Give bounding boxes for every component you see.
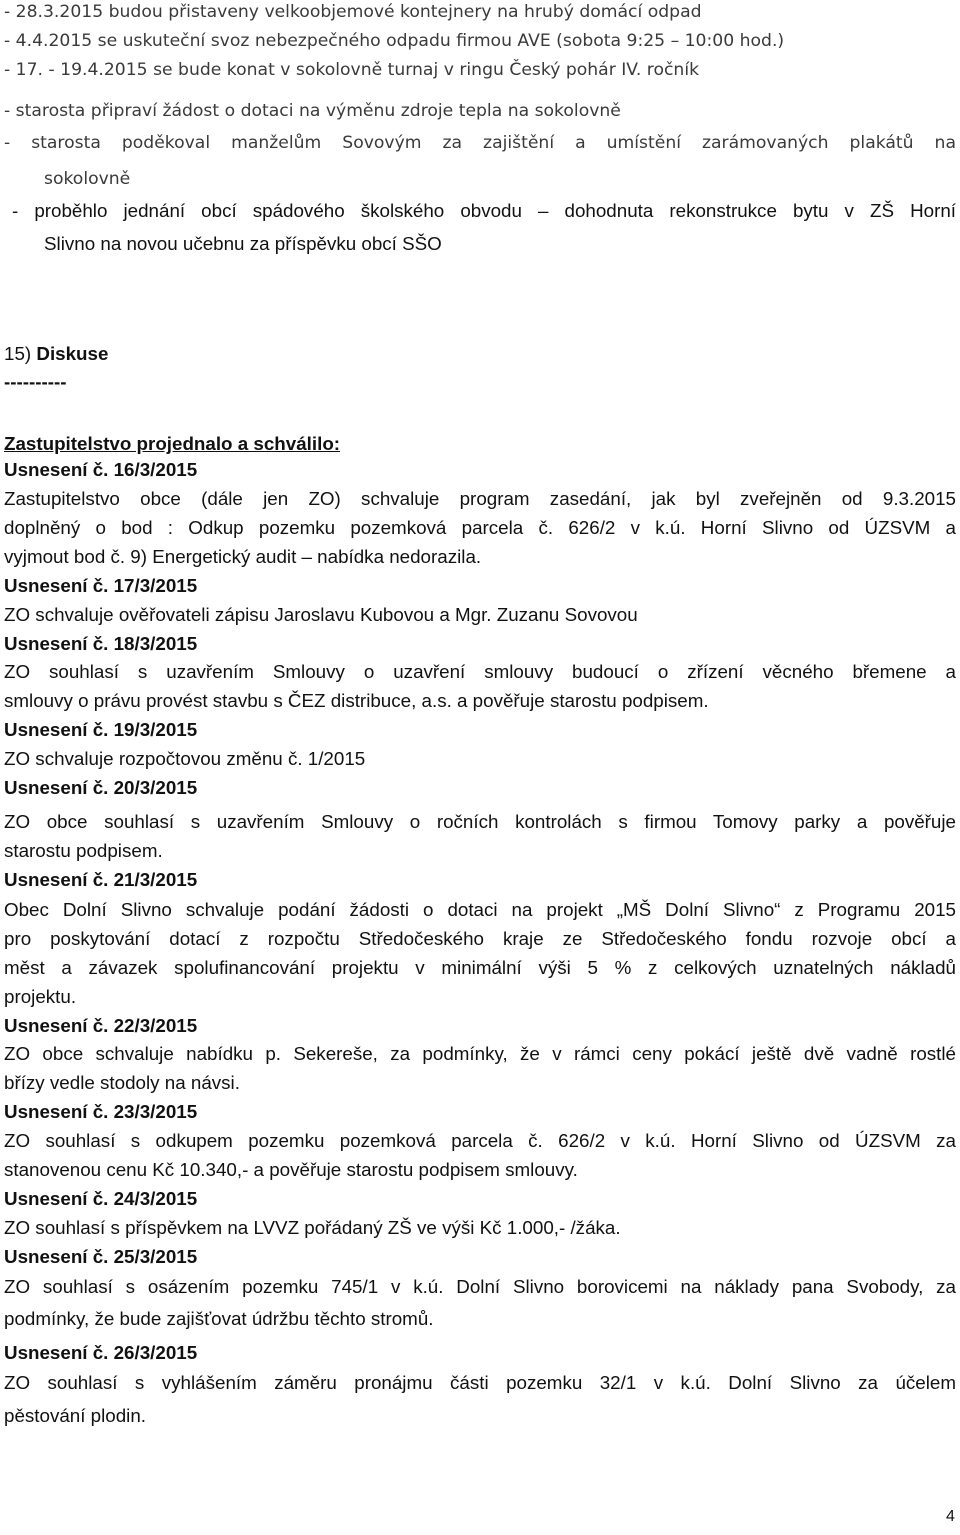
resolution-text: ZO obce souhlasí s uzavřením Smlouvy o ročních kontrolách s firmou Tomovy parky a pověřuje bbox=[4, 811, 956, 832]
resolution-text: měst a závazek spolufinancování projektu v minimální výši 5 % z celkových uznatelných nákladů bbox=[4, 957, 956, 978]
resolution-label: Usnesení č. 16/3/2015 bbox=[4, 459, 198, 480]
section-heading bbox=[4, 342, 108, 366]
approved-heading: Zastupitelstvo projednalo a schválilo: bbox=[4, 433, 341, 454]
resolution-text: ZO schvaluje rozpočtovou změnu č. 1/2015 bbox=[4, 748, 366, 769]
resolution-text: Zastupitelstvo obce (dále jen ZO) schvaluje program zasedání, jak byl zveřejněn od 9.3.2015 bbox=[4, 488, 956, 509]
page-number: 4 bbox=[946, 1508, 955, 1525]
resolution-text: ZO souhlasí s vyhlášením záměru pronájmu části pozemku 32/1 v k.ú. Dolní Slivno za účelem bbox=[4, 1372, 956, 1393]
resolution-text: Obec Dolní Slivno schvaluje podání žádosti o dotaci na projekt „MŠ Dolní Slivno“ z Programu 2015 bbox=[4, 899, 956, 920]
section-title: Diskuse bbox=[36, 343, 109, 364]
resolution-text: ZO schvaluje ověřovateli zápisu Jaroslavu Kubovou a Mgr. Zuzanu Sovovou bbox=[4, 604, 638, 625]
announcement-line: - starosta připraví žádost o dotaci na výměnu zdroje tepla na sokolovně bbox=[4, 101, 621, 121]
announcement-line: - 28.3.2015 budou přistaveny velkoobjemové kontejnery na hrubý domácí odpad bbox=[4, 2, 702, 22]
resolution-label: Usnesení č. 18/3/2015 bbox=[4, 633, 198, 654]
announcement-line: - starosta poděkoval manželům Sovovým za zajištění a umístění zarámovaných plakátů na bbox=[4, 133, 956, 153]
resolution-label: Usnesení č. 26/3/2015 bbox=[4, 1342, 198, 1363]
announcement-line: - 17. - 19.4.2015 se bude konat v sokolovně turnaj v ringu Český pohár IV. ročník bbox=[4, 60, 700, 80]
resolution-label: Usnesení č. 20/3/2015 bbox=[4, 777, 198, 798]
resolution-label: Usnesení č. 19/3/2015 bbox=[4, 719, 198, 740]
resolution-text: stanovenou cenu Kč 10.340,- a pověřuje starostu podpisem smlouvy. bbox=[4, 1159, 578, 1180]
separator-dashes: ---------- bbox=[4, 371, 67, 392]
resolution-text: doplněný o bod : Odkup pozemku pozemková parcela č. 626/2 v k.ú. Horní Slivno od ÚZSVM a bbox=[4, 517, 956, 538]
resolution-text: pro poskytování dotací z rozpočtu Středočeského kraje ze Středočeského fondu rozvoje obcí a bbox=[4, 928, 956, 949]
announcement-line: sokolovně bbox=[44, 169, 131, 189]
resolution-text: starostu podpisem. bbox=[4, 840, 163, 861]
resolution-text: smlouvy o právu provést stavbu s ČEZ distribuce, a.s. a pověřuje starostu podpisem. bbox=[4, 690, 709, 711]
announcement-line: - proběhlo jednání obcí spádového školského obvodu – dohodnuta rekonstrukce bytu v ZŠ Horní bbox=[12, 200, 956, 221]
resolution-label: Usnesení č. 22/3/2015 bbox=[4, 1015, 198, 1036]
resolution-text: ZO souhlasí s uzavřením Smlouvy o uzavření smlouvy budoucí o zřízení věcného břemene a bbox=[4, 661, 956, 682]
resolution-text: ZO obce schvaluje nabídku p. Sekereše, za podmínky, že v rámci ceny pokácí ještě dvě vadně rostlé bbox=[4, 1043, 956, 1064]
resolution-text: vyjmout bod č. 9) Energetický audit – nabídka nedorazila. bbox=[4, 546, 482, 567]
section-number: 15) bbox=[4, 343, 32, 364]
resolution-label: Usnesení č. 25/3/2015 bbox=[4, 1246, 198, 1267]
resolution-text: ZO souhlasí s osázením pozemku 745/1 v k.ú. Dolní Slivno borovicemi na náklady pana Svobody, za bbox=[4, 1276, 956, 1297]
announcement-line: - 4.4.2015 se uskuteční svoz nebezpečného odpadu firmou AVE (sobota 9:25 – 10:00 hod.) bbox=[4, 31, 785, 51]
resolution-text: podmínky, že bude zajišťovat údržbu těchto stromů. bbox=[4, 1308, 434, 1329]
resolution-text: projektu. bbox=[4, 986, 77, 1007]
resolution-text: ZO souhlasí s odkupem pozemku pozemková parcela č. 626/2 v k.ú. Horní Slivno od ÚZSVM za bbox=[4, 1130, 956, 1151]
resolution-text: pěstování plodin. bbox=[4, 1405, 147, 1426]
resolution-label: Usnesení č. 17/3/2015 bbox=[4, 575, 198, 596]
resolution-label: Usnesení č. 21/3/2015 bbox=[4, 869, 198, 890]
resolution-label: Usnesení č. 23/3/2015 bbox=[4, 1101, 198, 1122]
resolution-text: břízy vedle stodoly na návsi. bbox=[4, 1072, 240, 1093]
resolution-text: ZO souhlasí s příspěvkem na LVVZ pořádaný ZŠ ve výši Kč 1.000,- /žáka. bbox=[4, 1217, 621, 1238]
resolution-label: Usnesení č. 24/3/2015 bbox=[4, 1188, 198, 1209]
announcement-line: Slivno na novou učebnu za příspěvku obcí SŠO bbox=[44, 233, 442, 254]
